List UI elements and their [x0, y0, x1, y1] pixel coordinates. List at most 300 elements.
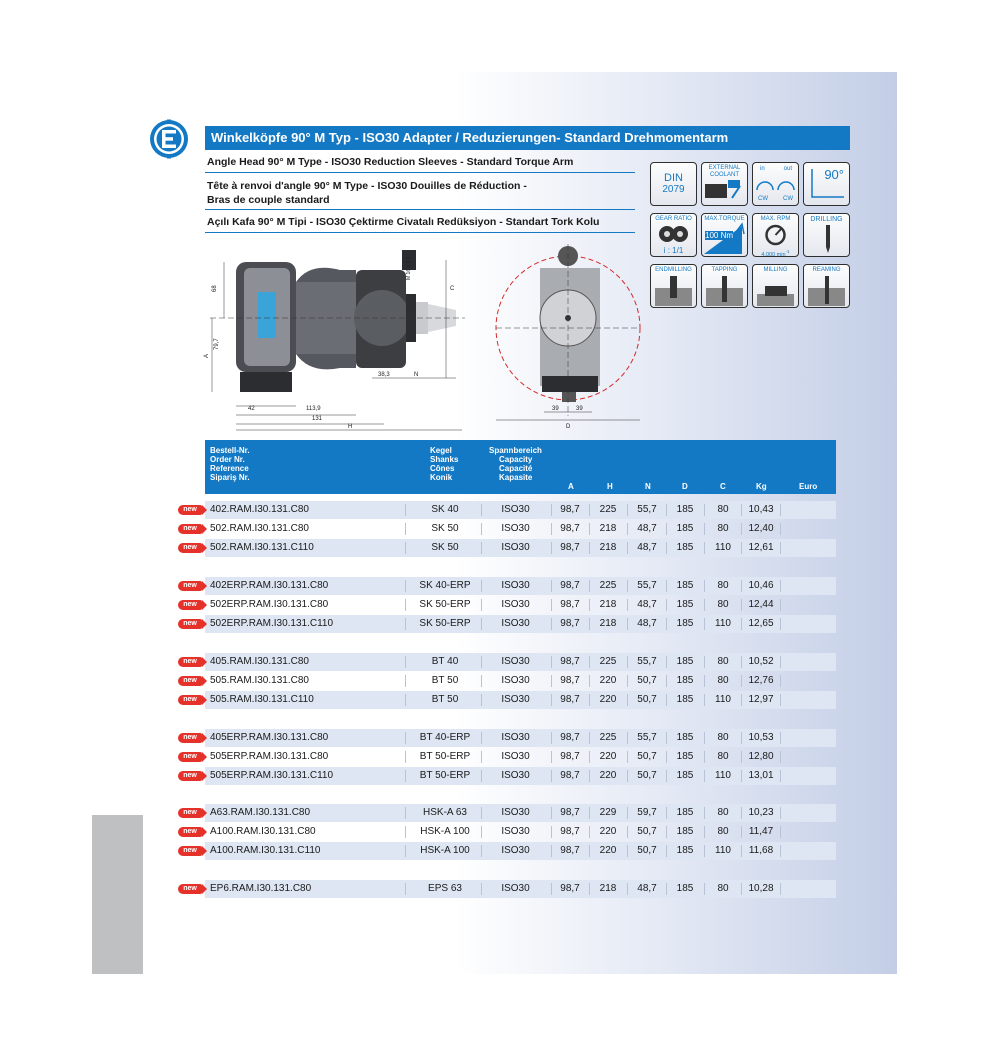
cell-d: 185	[676, 542, 694, 553]
cell-a: 98,7	[560, 770, 580, 781]
cell-d: 185	[676, 504, 694, 515]
angle-icon: 90°	[803, 162, 850, 206]
column-divider	[405, 618, 406, 630]
dim-n: N	[414, 372, 419, 378]
cell-n: 50,7	[637, 770, 657, 781]
column-divider	[481, 845, 482, 857]
column-divider	[780, 656, 781, 668]
cell-a: 98,7	[560, 694, 580, 705]
cell-cap: ISO30	[501, 845, 530, 856]
column-divider	[627, 523, 628, 535]
column-divider	[704, 770, 705, 782]
column-divider	[780, 523, 781, 535]
cell-c: 110	[715, 618, 731, 629]
cell-c: 80	[717, 523, 729, 534]
cell-shank: BT 40-ERP	[419, 732, 471, 743]
column-divider	[405, 656, 406, 668]
dim-39-right: 39	[576, 406, 583, 412]
column-divider	[589, 845, 590, 857]
new-badge: new	[178, 657, 202, 667]
cell-n: 50,7	[637, 845, 657, 856]
table-row	[205, 596, 836, 614]
column-divider	[780, 807, 781, 819]
gear-ratio-icon: GEAR RATIO i : 1/1	[650, 213, 697, 257]
table-row	[205, 804, 836, 822]
column-divider	[666, 542, 667, 554]
cell-d: 185	[676, 751, 694, 762]
column-divider	[481, 883, 482, 895]
column-divider	[551, 807, 552, 819]
column-divider	[704, 580, 705, 592]
cell-c: 80	[717, 807, 729, 818]
cell-cap: ISO30	[501, 523, 530, 534]
cell-d: 185	[676, 675, 694, 686]
cell-c: 110	[715, 542, 731, 553]
din-icon: DIN 2079	[650, 162, 697, 206]
cell-d: 185	[676, 523, 694, 534]
column-divider	[780, 504, 781, 516]
cell-shank: SK 40-ERP	[419, 580, 471, 591]
column-divider	[627, 504, 628, 516]
cell-cap: ISO30	[501, 694, 530, 705]
column-divider	[405, 826, 406, 838]
column-divider	[704, 883, 705, 895]
column-divider	[405, 675, 406, 687]
column-divider	[551, 542, 552, 554]
header-shanks: Kegel Shanks Cônes Konik	[430, 446, 459, 482]
column-divider	[481, 504, 482, 516]
cell-a: 98,7	[560, 599, 580, 610]
cell-cap: ISO30	[501, 504, 530, 515]
column-divider	[741, 751, 742, 763]
tapping-icon: TAPPING	[701, 264, 748, 308]
cell-h: 218	[599, 883, 617, 894]
cell-cap: ISO30	[501, 807, 530, 818]
header-capacity: Spannbereich Capacity Capacité Kapasite	[489, 446, 542, 482]
cell-reference: 505.RAM.I30.131.C80	[210, 675, 309, 686]
cell-reference: 505ERP.RAM.I30.131.C110	[210, 770, 334, 781]
cell-cap: ISO30	[501, 599, 530, 610]
column-divider	[551, 883, 552, 895]
column-divider	[741, 523, 742, 535]
column-divider	[551, 732, 552, 744]
new-badge: new	[178, 884, 202, 894]
cell-a: 98,7	[560, 580, 580, 591]
table-row	[205, 729, 836, 747]
new-badge: new	[178, 695, 202, 705]
column-divider	[741, 618, 742, 630]
column-divider	[704, 826, 705, 838]
column-divider	[704, 599, 705, 611]
cell-reference: 502.RAM.I30.131.C80	[210, 523, 309, 534]
cell-kg: 10,46	[748, 580, 774, 591]
table-row	[205, 767, 836, 785]
column-divider	[666, 770, 667, 782]
drilling-icon: DRILLING	[803, 213, 850, 257]
gauge-icon	[753, 223, 798, 247]
table-row	[205, 520, 836, 538]
cell-cap: ISO30	[501, 732, 530, 743]
cell-shank: SK 40	[431, 504, 459, 515]
column-divider	[741, 656, 742, 668]
milling-icon: MILLING	[752, 264, 799, 308]
cell-d: 185	[676, 580, 694, 591]
column-divider	[627, 732, 628, 744]
column-divider	[481, 523, 482, 535]
feature-icons	[650, 162, 850, 312]
cell-shank: HSK-A 100	[420, 845, 470, 856]
cell-d: 185	[676, 807, 694, 818]
column-divider	[741, 675, 742, 687]
column-divider	[589, 694, 590, 706]
subtitle-fr: Tête à renvoi d'angle 90° M Type - ISO30 Douilles de Réduction -	[207, 180, 527, 192]
cell-n: 48,7	[637, 523, 657, 534]
cell-reference: A100.RAM.I30.131.C80	[210, 826, 316, 837]
cell-d: 185	[676, 883, 694, 894]
cell-h: 220	[599, 845, 617, 856]
dim-79: 79,7	[214, 338, 220, 350]
column-divider	[405, 523, 406, 535]
column-divider	[627, 656, 628, 668]
column-divider	[741, 732, 742, 744]
table-row	[205, 842, 836, 860]
tap-icon	[702, 274, 747, 308]
cell-h: 220	[599, 826, 617, 837]
cell-c: 80	[717, 826, 729, 837]
cell-a: 98,7	[560, 618, 580, 629]
column-divider	[741, 845, 742, 857]
cell-d: 185	[676, 656, 694, 667]
column-divider	[405, 542, 406, 554]
cell-kg: 12,44	[748, 599, 774, 610]
table-row	[205, 615, 836, 633]
cell-kg: 10,28	[748, 883, 774, 894]
column-divider	[481, 751, 482, 763]
dim-42: 42	[248, 406, 255, 412]
cell-c: 80	[717, 580, 729, 591]
column-divider	[551, 826, 552, 838]
column-divider	[627, 618, 628, 630]
cell-n: 50,7	[637, 675, 657, 686]
dim-d: D	[566, 424, 571, 430]
cell-a: 98,7	[560, 523, 580, 534]
cell-h: 220	[599, 751, 617, 762]
column-divider	[481, 694, 482, 706]
cell-kg: 10,53	[748, 732, 774, 743]
cell-kg: 12,97	[748, 694, 774, 705]
cell-d: 185	[676, 845, 694, 856]
column-divider	[589, 751, 590, 763]
rotation-arrows-icon	[753, 174, 798, 194]
column-divider	[666, 656, 667, 668]
column-divider	[704, 694, 705, 706]
table-row	[205, 672, 836, 690]
column-divider	[589, 580, 590, 592]
cell-shank: EPS 63	[428, 883, 462, 894]
column-divider	[780, 542, 781, 554]
column-divider	[780, 580, 781, 592]
column-divider	[666, 826, 667, 838]
cell-shank: SK 50	[431, 523, 459, 534]
column-divider	[405, 883, 406, 895]
cell-shank: HSK-A 100	[420, 826, 470, 837]
new-badge: new	[178, 827, 202, 837]
cell-c: 80	[717, 599, 729, 610]
cell-reference: 502ERP.RAM.I30.131.C80	[210, 599, 329, 610]
column-divider	[551, 523, 552, 535]
cell-d: 185	[676, 694, 694, 705]
cell-cap: ISO30	[501, 542, 530, 553]
cell-shank: BT 50-ERP	[419, 751, 471, 762]
table-row	[205, 748, 836, 766]
column-divider	[627, 826, 628, 838]
column-divider	[589, 504, 590, 516]
new-badge: new	[178, 581, 202, 591]
column-divider	[627, 580, 628, 592]
cell-reference: 405.RAM.I30.131.C80	[210, 656, 309, 667]
table-row	[205, 501, 836, 519]
cell-shank: BT 40	[431, 656, 459, 667]
cell-cap: ISO30	[501, 770, 530, 781]
column-divider	[589, 675, 590, 687]
cell-cap: ISO30	[501, 618, 530, 629]
column-divider	[704, 542, 705, 554]
header-h: H	[607, 482, 613, 491]
cell-n: 48,7	[637, 883, 657, 894]
column-divider	[666, 580, 667, 592]
column-divider	[481, 580, 482, 592]
subtitle-en: Angle Head 90° M Type - ISO30 Reduction Sleeves - Standard Torque Arm	[207, 156, 574, 168]
cell-a: 98,7	[560, 826, 580, 837]
column-divider	[666, 694, 667, 706]
cell-shank: SK 50-ERP	[419, 618, 471, 629]
column-divider	[741, 504, 742, 516]
column-divider	[704, 504, 705, 516]
cell-h: 220	[599, 770, 617, 781]
column-divider	[627, 675, 628, 687]
column-divider	[704, 523, 705, 535]
column-divider	[627, 542, 628, 554]
new-badge: new	[178, 846, 202, 856]
external-coolant-icon: EXTERNAL COOLANT	[701, 162, 748, 206]
divider	[205, 209, 635, 210]
column-divider	[666, 751, 667, 763]
column-divider	[589, 807, 590, 819]
column-divider	[704, 618, 705, 630]
brand-logo	[149, 119, 189, 159]
cell-c: 110	[715, 694, 731, 705]
table-row	[205, 653, 836, 671]
new-badge: new	[178, 752, 202, 762]
column-divider	[589, 523, 590, 535]
new-badge: new	[178, 733, 202, 743]
cell-a: 98,7	[560, 845, 580, 856]
column-divider	[780, 732, 781, 744]
header-d: D	[682, 482, 688, 491]
max-rpm-icon: MAX. RPM 4,000 $\min^{-1}$	[752, 213, 799, 257]
table-row	[205, 880, 836, 898]
cell-a: 98,7	[560, 732, 580, 743]
column-divider	[704, 807, 705, 819]
reamer-icon	[804, 274, 849, 308]
column-divider	[589, 826, 590, 838]
cell-cap: ISO30	[501, 580, 530, 591]
cell-n: 50,7	[637, 751, 657, 762]
cell-a: 98,7	[560, 542, 580, 553]
technical-drawing	[200, 240, 645, 432]
column-divider	[589, 656, 590, 668]
cell-d: 185	[676, 599, 694, 610]
cell-reference: EP6.RAM.I30.131.C80	[210, 883, 312, 894]
divider	[205, 232, 635, 233]
endmill-icon	[651, 274, 696, 308]
header-c: C	[720, 482, 726, 491]
cell-kg: 10,43	[748, 504, 774, 515]
table-row	[205, 539, 836, 557]
cell-cap: ISO30	[501, 826, 530, 837]
table-row	[205, 577, 836, 595]
cell-kg: 10,52	[748, 656, 774, 667]
column-divider	[780, 826, 781, 838]
column-divider	[551, 580, 552, 592]
dim-39-left: 39	[552, 406, 559, 412]
column-divider	[780, 770, 781, 782]
column-divider	[551, 694, 552, 706]
column-divider	[666, 504, 667, 516]
dim-h: H	[348, 424, 353, 430]
column-divider	[481, 826, 482, 838]
cell-reference: 505ERP.RAM.I30.131.C80	[210, 751, 329, 762]
column-divider	[780, 618, 781, 630]
cell-n: 48,7	[637, 599, 657, 610]
new-badge: new	[178, 771, 202, 781]
header-a: A	[568, 482, 574, 491]
drill-bit-icon	[804, 223, 849, 255]
column-divider	[589, 770, 590, 782]
column-divider	[666, 845, 667, 857]
cell-c: 80	[717, 883, 729, 894]
cell-c: 80	[717, 504, 729, 515]
column-divider	[780, 883, 781, 895]
cell-cap: ISO30	[501, 751, 530, 762]
mill-cutter-icon	[753, 274, 798, 308]
cell-shank: BT 50	[431, 694, 459, 705]
new-badge: new	[178, 524, 202, 534]
table-row	[205, 691, 836, 709]
cell-n: 50,7	[637, 826, 657, 837]
cell-n: 55,7	[637, 504, 657, 515]
column-divider	[741, 580, 742, 592]
column-divider	[405, 751, 406, 763]
table-header	[205, 440, 836, 494]
dim-131: 131	[312, 416, 323, 422]
column-divider	[551, 618, 552, 630]
cell-h: 218	[599, 599, 617, 610]
cell-shank: HSK-A 63	[423, 807, 467, 818]
column-divider	[627, 751, 628, 763]
cell-reference: A63.RAM.I30.131.C80	[210, 807, 311, 818]
header-euro: Euro	[799, 482, 818, 491]
cell-reference: 402ERP.RAM.I30.131.C80	[210, 580, 329, 591]
column-divider	[780, 599, 781, 611]
cell-a: 98,7	[560, 504, 580, 515]
cell-c: 110	[715, 770, 731, 781]
cell-cap: ISO30	[501, 675, 530, 686]
column-divider	[405, 732, 406, 744]
column-divider	[780, 694, 781, 706]
subtitle-tr: Açılı Kafa 90° M Tipi - ISO30 Çektirme Civatalı Redüksiyon - Standart Tork Kolu	[207, 216, 600, 228]
column-divider	[405, 807, 406, 819]
column-divider	[741, 883, 742, 895]
column-divider	[666, 599, 667, 611]
new-badge: new	[178, 600, 202, 610]
cell-c: 110	[715, 845, 731, 856]
column-divider	[741, 694, 742, 706]
column-divider	[666, 618, 667, 630]
dim-113: 113,9	[306, 406, 321, 412]
column-divider	[741, 770, 742, 782]
cell-h: 225	[599, 504, 617, 515]
header-kg: Kg	[756, 482, 767, 491]
cell-d: 185	[676, 618, 694, 629]
cell-h: 218	[599, 618, 617, 629]
rotation-icon: in out CW CW	[752, 162, 799, 206]
column-divider	[405, 845, 406, 857]
column-divider	[627, 770, 628, 782]
subtitle-fr-2: Bras de couple standard	[207, 194, 330, 206]
cell-c: 80	[717, 675, 729, 686]
page-title: Winkelköpfe 90° M Typ - ISO30 Adapter / Reduzierungen- Standard Drehmomentarm	[205, 126, 850, 150]
cell-n: 59,7	[637, 807, 657, 818]
column-divider	[589, 618, 590, 630]
cell-kg: 12,80	[748, 751, 774, 762]
cell-kg: 12,65	[748, 618, 774, 629]
cell-shank: BT 50-ERP	[419, 770, 471, 781]
column-divider	[481, 675, 482, 687]
column-divider	[704, 845, 705, 857]
column-divider	[704, 675, 705, 687]
cell-c: 80	[717, 751, 729, 762]
cell-h: 229	[599, 807, 617, 818]
column-divider	[741, 599, 742, 611]
cell-kg: 11,68	[748, 845, 774, 856]
cell-d: 185	[676, 826, 694, 837]
column-divider	[481, 599, 482, 611]
cell-n: 55,7	[637, 732, 657, 743]
cell-shank: SK 50	[431, 542, 459, 553]
column-divider	[666, 883, 667, 895]
column-divider	[481, 656, 482, 668]
cell-n: 55,7	[637, 580, 657, 591]
new-badge: new	[178, 619, 202, 629]
cell-a: 98,7	[560, 883, 580, 894]
column-divider	[551, 504, 552, 516]
cell-a: 98,7	[560, 807, 580, 818]
column-divider	[481, 732, 482, 744]
column-divider	[481, 807, 482, 819]
column-divider	[666, 675, 667, 687]
cell-d: 185	[676, 732, 694, 743]
dim-38: 38,3	[378, 372, 390, 378]
cell-reference: A100.RAM.I30.131.C110	[210, 845, 321, 856]
cell-n: 48,7	[637, 618, 657, 629]
dim-a: A	[204, 353, 210, 358]
column-divider	[666, 523, 667, 535]
cell-n: 55,7	[637, 656, 657, 667]
column-divider	[589, 732, 590, 744]
column-divider	[627, 807, 628, 819]
cell-kg: 10,23	[748, 807, 774, 818]
